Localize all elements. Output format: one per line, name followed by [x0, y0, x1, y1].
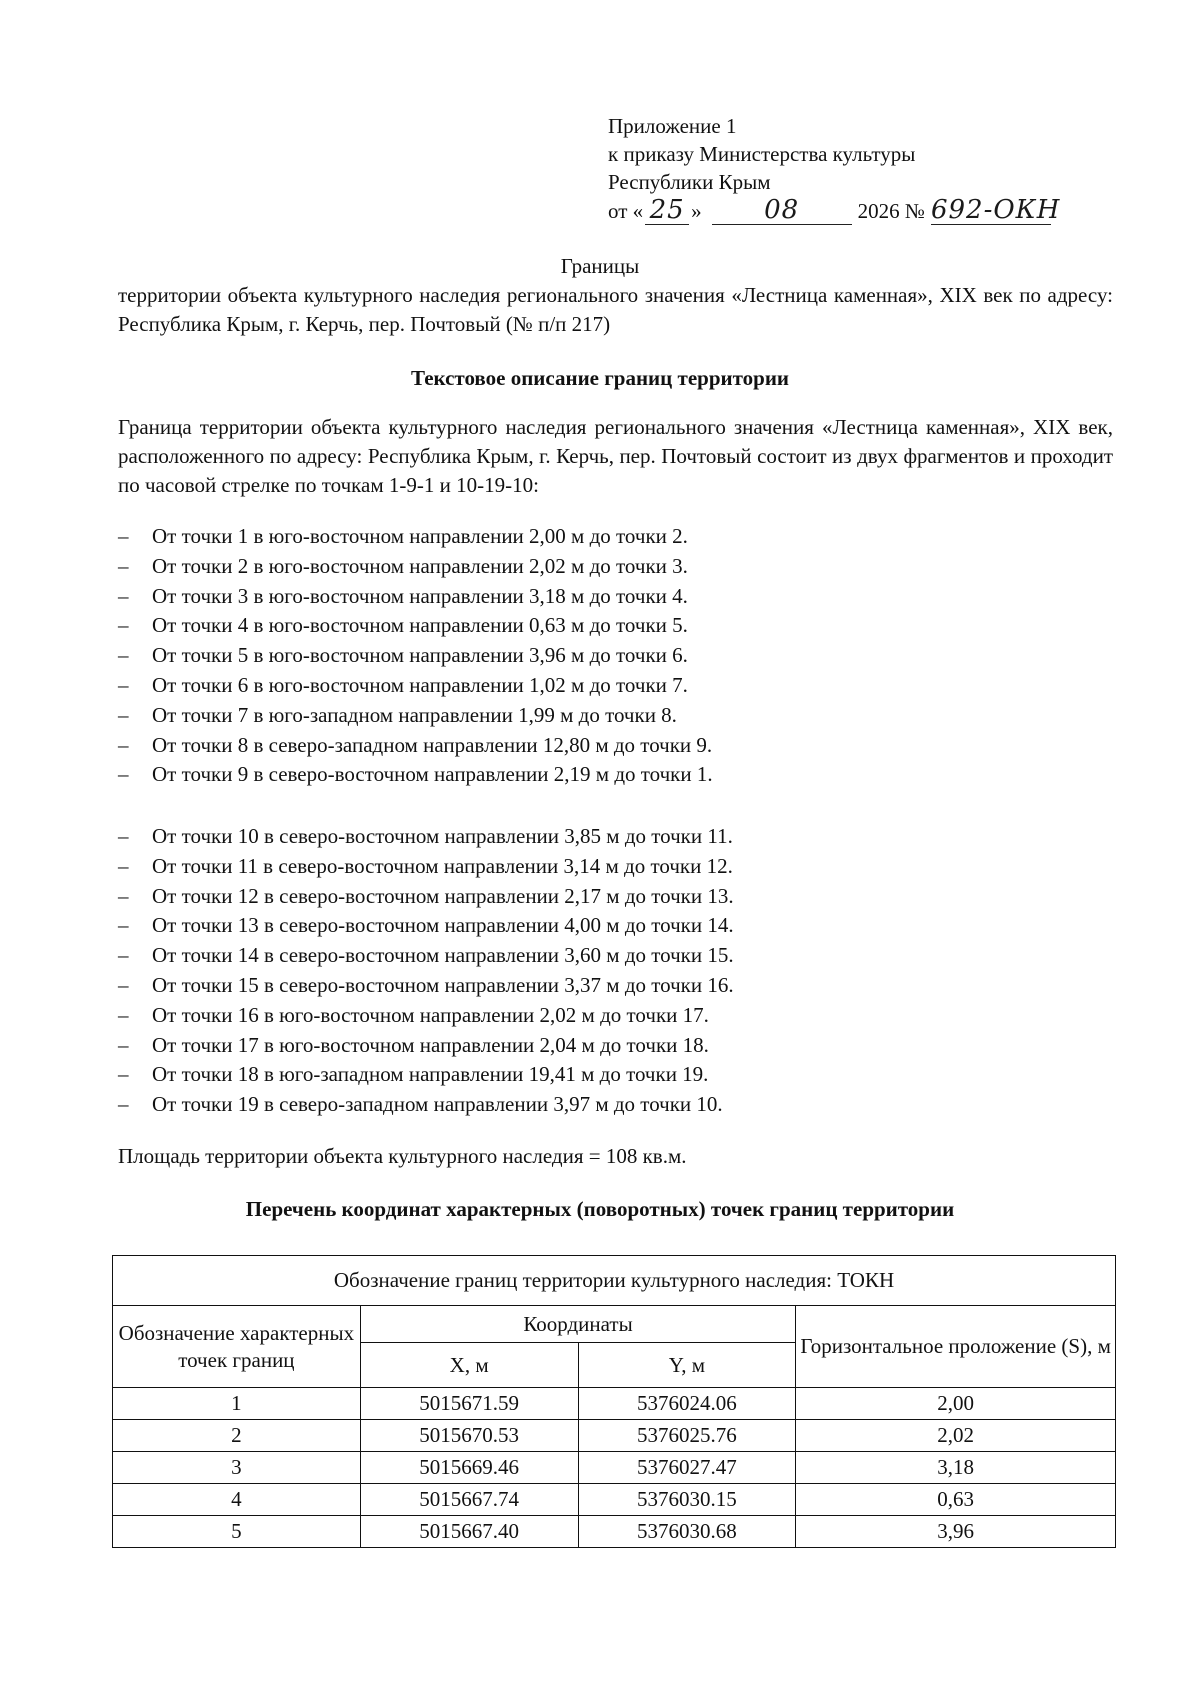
- list-dash: –: [118, 672, 129, 697]
- cell-distance: 0,63: [796, 1484, 1116, 1516]
- boundary-segment-text: От точки 10 в северо-восточном направлении 3,85 м до точки 11.: [152, 824, 733, 848]
- boundary-segment-text: От точки 2 в юго-восточном направлении 2,02 м до точки 3.: [152, 553, 688, 578]
- table-row: [113, 1420, 1116, 1452]
- cell-point: 2: [113, 1420, 361, 1452]
- text-description-heading: Текстовое описание границ территории: [410, 366, 790, 390]
- date-mid: »: [691, 199, 702, 223]
- cell-y: 5376027.47: [578, 1452, 796, 1484]
- list-dash: –: [118, 524, 129, 548]
- cell-y: 5376030.15: [578, 1484, 796, 1516]
- boundary-segment-text: От точки 5 в юго-восточном направлении 3,96 м до точки 6.: [152, 643, 688, 668]
- boundary-segment-item: [118, 701, 1018, 731]
- boundary-segment-text: От точки 7 в юго-западном направлении 1,99 м до точки 8.: [152, 702, 677, 727]
- boundary-segment-text: От точки 17 в юго-восточном направлении 2,04 м до точки 18.: [152, 1032, 709, 1057]
- document-subtitle: территории объекта культурного наследия регионального значения «Лестница каменная», XIX век по адресу: Республика Крым, г. Керчь, пер. Почтовый (№ п/п 217): [118, 283, 1113, 336]
- boundary-segment-text: От точки 19 в северо-западном направлении 3,97 м до точки 10.: [152, 1092, 723, 1117]
- boundary-segment-item: [118, 1001, 1018, 1031]
- header-coordinates: Координаты: [360, 1306, 796, 1343]
- list-dash: –: [118, 1032, 129, 1057]
- boundary-segment-item: [118, 641, 1018, 671]
- boundary-segment-item: [118, 1031, 1018, 1061]
- order-date-line: [608, 196, 1128, 225]
- boundary-segment-item: [118, 1060, 1018, 1090]
- list-dash: –: [118, 583, 129, 608]
- boundary-segment-item: [118, 911, 1018, 941]
- boundary-segment-text: От точки 16 в юго-восточном направлении 2,02 м до точки 17.: [152, 1002, 709, 1027]
- document-title: Границы: [560, 254, 640, 278]
- boundary-segment-text: От точки 4 в юго-восточном направлении 0,63 м до точки 5.: [152, 613, 688, 638]
- table-body: [113, 1388, 1116, 1548]
- cell-y: 5376025.76: [578, 1420, 796, 1452]
- list-dash: –: [118, 702, 129, 727]
- list-dash: –: [118, 762, 129, 787]
- boundary-segment-item: [118, 822, 1018, 852]
- cell-y: 5376030.68: [578, 1516, 796, 1548]
- header-y: Y, м: [578, 1343, 796, 1388]
- appendix-line-2: к приказу Министерства культуры: [608, 142, 916, 166]
- cell-point: 5: [113, 1516, 361, 1548]
- boundary-segment-item: [118, 760, 1018, 790]
- table-row: [113, 1484, 1116, 1516]
- cell-distance: 2,00: [796, 1388, 1116, 1420]
- header-x: X, м: [360, 1343, 578, 1388]
- cell-point: 1: [113, 1388, 361, 1420]
- boundary-description: Граница территории объекта культурного наследия регионального значения «Лестница каменная», XIX век, расположенного по адресу: Республика Крым, г. Керчь, пер. Почтовый состоит из двух фрагментов и проходит по часовой стрелке по точкам 1-9-1 и 10-19-10:: [118, 415, 1113, 497]
- cell-distance: 3,96: [796, 1516, 1116, 1548]
- list-dash: –: [118, 913, 129, 938]
- cell-x: 5015669.46: [360, 1452, 578, 1484]
- header-horizontal-distance: Горизонтальное проложение (S), м: [796, 1306, 1116, 1388]
- boundary-segment-item: [118, 552, 1018, 582]
- list-dash: –: [118, 1002, 129, 1027]
- boundary-segment-item: [118, 882, 1018, 912]
- header-point: Обозначение характерных точек границ: [113, 1306, 361, 1388]
- boundary-segment-text: От точки 9 в северо-восточном направлении 2,19 м до точки 1.: [152, 762, 713, 787]
- boundary-segment-text: От точки 3 в юго-восточном направлении 3,18 м до точки 4.: [152, 583, 688, 608]
- list-dash: –: [118, 732, 129, 757]
- coordinates-table: [112, 1255, 1116, 1548]
- cell-x: 5015670.53: [360, 1420, 578, 1452]
- cell-x: 5015667.40: [360, 1516, 578, 1548]
- boundary-segment-item: [118, 611, 1018, 641]
- list-dash: –: [118, 972, 129, 997]
- list-dash: –: [118, 853, 129, 878]
- boundary-segment-text: От точки 6 в юго-восточном направлении 1,02 м до точки 7.: [152, 672, 688, 697]
- cell-distance: 2,02: [796, 1420, 1116, 1452]
- table-caption: Обозначение границ территории культурного наследия: ТОКН: [113, 1256, 1116, 1306]
- boundary-segment-item: [118, 671, 1018, 701]
- list-dash: –: [118, 943, 129, 968]
- handwritten-month: 08: [712, 196, 852, 225]
- boundary-segment-item: [118, 522, 1018, 552]
- fragment-1-list: [118, 522, 1018, 790]
- boundary-segment-text: От точки 18 в юго-западном направлении 19,41 м до точки 19.: [152, 1062, 709, 1087]
- cell-point: 3: [113, 1452, 361, 1484]
- appendix-line-1: Приложение 1: [608, 114, 737, 138]
- boundary-segment-text: От точки 13 в северо-восточном направлении 4,00 м до точки 14.: [152, 913, 734, 938]
- boundary-segment-text: От точки 12 в северо-восточном направлении 2,17 м до точки 13.: [152, 883, 734, 908]
- appendix-line-3: Республики Крым: [608, 170, 771, 194]
- handwritten-day: 25: [645, 196, 689, 225]
- table-caption-row: [113, 1256, 1116, 1306]
- list-dash: –: [118, 613, 129, 638]
- list-dash: –: [118, 824, 129, 848]
- list-dash: –: [118, 883, 129, 908]
- coordinates-heading: Перечень координат характерных (поворотных) точек границ территории: [245, 1197, 955, 1221]
- appendix-block: [608, 112, 1128, 225]
- table-header-row: [113, 1306, 1116, 1343]
- order-year: 2026 №: [857, 199, 925, 223]
- boundary-segment-item: [118, 582, 1018, 612]
- table-row: [113, 1516, 1116, 1548]
- table-row: [113, 1388, 1116, 1420]
- cell-y: 5376024.06: [578, 1388, 796, 1420]
- boundary-segment-text: От точки 1 в юго-восточном направлении 2,00 м до точки 2.: [152, 524, 688, 548]
- list-dash: –: [118, 643, 129, 668]
- list-dash: –: [118, 553, 129, 578]
- boundary-segment-item: [118, 852, 1018, 882]
- boundary-segment-text: От точки 11 в северо-восточном направлении 3,14 м до точки 12.: [152, 853, 733, 878]
- boundary-segment-text: От точки 8 в северо-западном направлении 12,80 м до точки 9.: [152, 732, 713, 757]
- boundary-segment-item: [118, 1090, 1018, 1120]
- boundary-segment-item: [118, 941, 1018, 971]
- boundary-segment-item: [118, 731, 1018, 761]
- list-dash: –: [118, 1092, 129, 1117]
- date-prefix: от «: [608, 199, 644, 223]
- area-statement: Площадь территории объекта культурного наследия = 108 кв.м.: [118, 1144, 687, 1168]
- table-row: [113, 1452, 1116, 1484]
- fragment-2-list: [118, 822, 1018, 1120]
- list-dash: –: [118, 1062, 129, 1087]
- cell-distance: 3,18: [796, 1452, 1116, 1484]
- cell-point: 4: [113, 1484, 361, 1516]
- handwritten-order-number: 692-ОКН: [930, 195, 1061, 225]
- boundary-segment-item: [118, 971, 1018, 1001]
- cell-x: 5015671.59: [360, 1388, 578, 1420]
- boundary-segment-text: От точки 15 в северо-восточном направлении 3,37 м до точки 16.: [152, 972, 734, 997]
- boundary-segment-text: От точки 14 в северо-восточном направлении 3,60 м до точки 15.: [152, 943, 734, 968]
- cell-x: 5015667.74: [360, 1484, 578, 1516]
